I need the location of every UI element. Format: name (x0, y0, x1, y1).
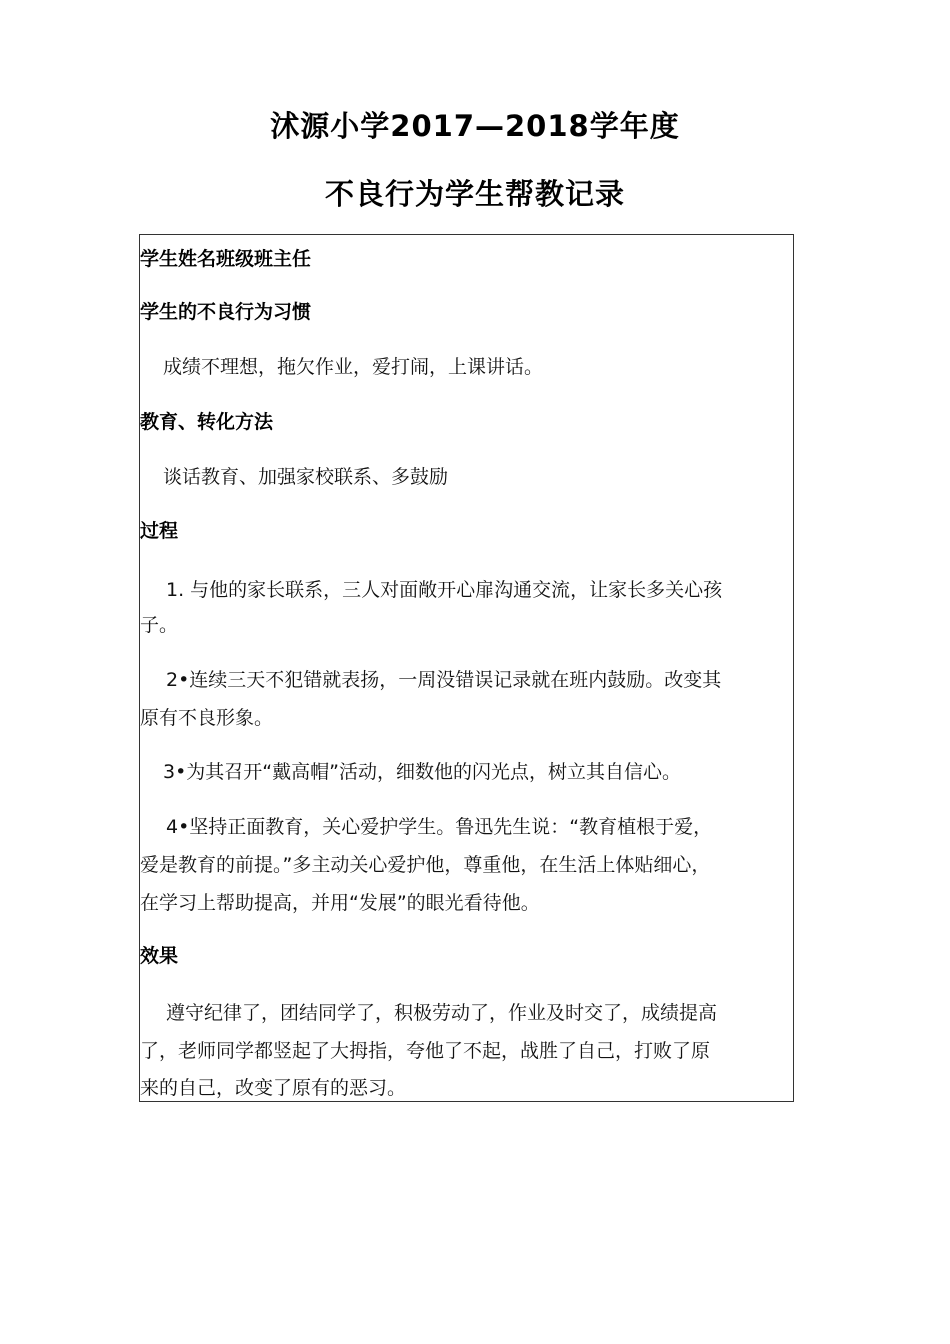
process-item-4-line3: 在学习上帮助提高，并用“发展”的眼光看待他。 (140, 892, 540, 914)
methods-heading: 教育、转化方法 (140, 411, 274, 433)
student-info-header: 学生姓名班级班主任 (140, 248, 312, 270)
effect-line-3: 来的自己，改变了原有的恶习。 (140, 1077, 407, 1099)
habits-text: 成绩不理想，拖欠作业，爱打闹，上课讲话。 (163, 356, 544, 378)
process-item-3-line1: 3•为其召开“戴高帽”活动，细数他的闪光点，树立其自信心。 (163, 761, 681, 783)
record-table (139, 234, 794, 1102)
process-item-4-line1: 4•坚持正面教育，关心爱护学生。鲁迅先生说：“教育植根于爱， (166, 816, 713, 838)
process-heading: 过程 (140, 520, 179, 542)
process-item-2-line1: 2•连续三天不犯错就表扬，一周没错误记录就在班内鼓励。改变其 (166, 669, 722, 691)
effect-line-2: 了，老师同学都竖起了大拇指，夸他了不起，战胜了自己，打败了原 (140, 1040, 711, 1062)
process-item-2-line2: 原有不良形象。 (140, 707, 274, 729)
process-item-1-line2: 子。 (140, 614, 179, 636)
document-subtitle: 不良行为学生帮教记录 (324, 177, 625, 211)
effect-heading: 效果 (140, 945, 179, 967)
effect-line-1: 遵守纪律了，团结同学了，积极劳动了，作业及时交了，成绩提高 (166, 1002, 718, 1024)
document-title: 沭源小学2017—2018学年度 (270, 109, 680, 143)
habits-heading: 学生的不良行为习惯 (140, 301, 312, 323)
methods-text: 谈话教育、加强家校联系、多鼓励 (163, 466, 449, 488)
process-item-4-line2: 爱是教育的前提。”多主动关心爱护他，尊重他，在生活上体贴细心， (140, 854, 711, 876)
process-item-1-line1: 1. 与他的家长联系，三人对面敞开心扉沟通交流，让家长多关心孩 (166, 579, 723, 601)
